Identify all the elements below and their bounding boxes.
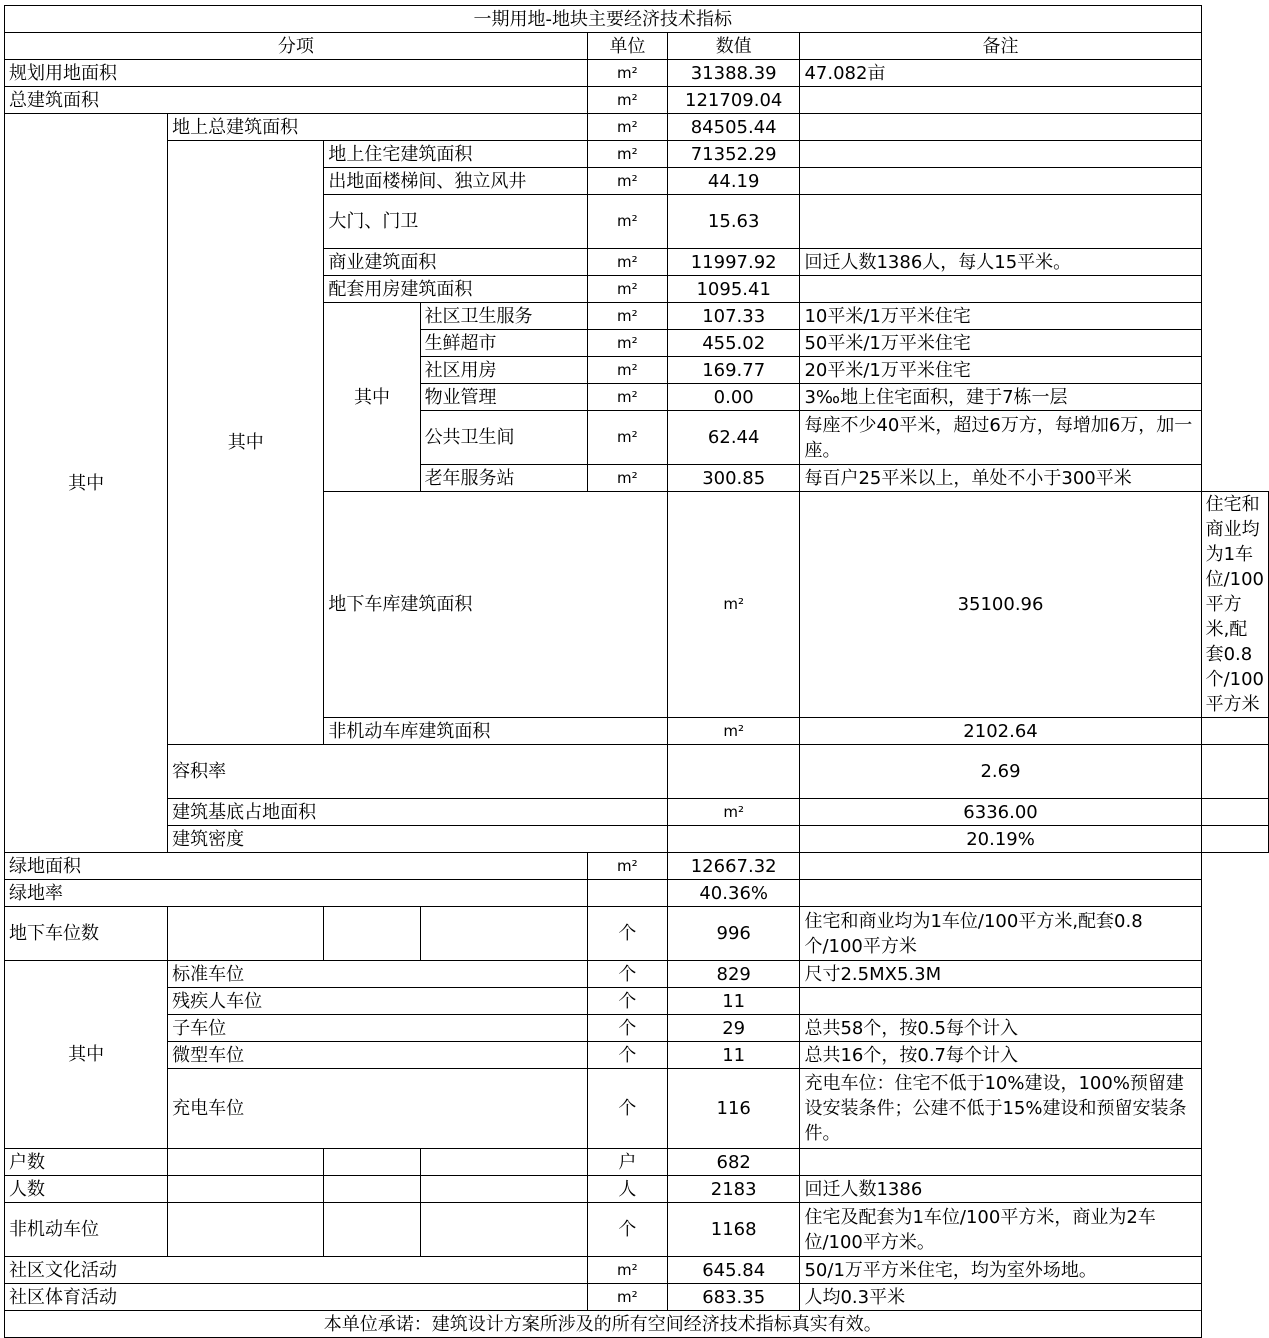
value-cell: 1168: [667, 1203, 800, 1257]
row-label: 绿地率: [5, 880, 588, 907]
row-label: 商业建筑面积: [324, 249, 587, 276]
note-cell: [800, 114, 1201, 141]
unit-cell: 个: [587, 1042, 667, 1069]
unit-cell: m²: [587, 195, 667, 249]
value-cell: 1095.41: [667, 276, 800, 303]
value-cell: 84505.44: [667, 114, 800, 141]
header-item: 分项: [5, 33, 588, 60]
note-cell: 50平米/1万平米住宅: [800, 330, 1201, 357]
unit-cell: m²: [587, 168, 667, 195]
note-cell: 回迁人数1386人，每人15平米。: [800, 249, 1201, 276]
value-cell: 11: [667, 1042, 800, 1069]
row-label: 总建筑面积: [5, 87, 588, 114]
footer-row: [5, 1311, 1269, 1338]
value-cell: 11: [667, 988, 800, 1015]
table-row: [5, 87, 1269, 114]
empty-cell: [324, 1203, 420, 1257]
unit-cell: m²: [587, 249, 667, 276]
unit-cell: m²: [667, 718, 800, 745]
empty-cell: [168, 1176, 324, 1203]
table-row: [5, 1069, 1269, 1149]
group-label-support: 其中: [324, 303, 420, 492]
value-cell: 996: [667, 907, 800, 961]
row-label: 社区文化活动: [5, 1257, 588, 1284]
note-cell: [1201, 799, 1268, 826]
unit-cell: m²: [667, 492, 800, 718]
table-title: 一期用地-地块主要经济技术指标: [5, 6, 1202, 33]
value-cell: 62.44: [667, 411, 800, 465]
empty-cell: [324, 907, 420, 961]
row-label: 户数: [5, 1149, 168, 1176]
note-cell: 50/1万平方米住宅，均为室外场地。: [800, 1257, 1201, 1284]
row-label: 物业管理: [420, 384, 587, 411]
table-row: [5, 745, 1269, 799]
unit-cell: m²: [587, 1257, 667, 1284]
row-label: 充电车位: [168, 1069, 588, 1149]
value-cell: 455.02: [667, 330, 800, 357]
row-label: 地下车位数: [5, 907, 168, 961]
note-cell: 47.082亩: [800, 60, 1201, 87]
value-cell: 29: [667, 1015, 800, 1042]
row-label: 规划用地面积: [5, 60, 588, 87]
unit-cell: m²: [587, 114, 667, 141]
value-cell: 6336.00: [800, 799, 1201, 826]
empty-cell: [168, 907, 324, 961]
table-row: [5, 1284, 1269, 1311]
value-cell: 829: [667, 961, 800, 988]
group-label-parking: 其中: [5, 961, 168, 1149]
table-row: [5, 961, 1269, 988]
group-label-above: 其中: [168, 141, 324, 745]
unit-cell: [667, 826, 800, 853]
table-row: [5, 1149, 1269, 1176]
row-label: 建筑密度: [168, 826, 668, 853]
note-cell: 每百户25平米以上，单处不小于300平米: [800, 465, 1201, 492]
note-cell: 总共58个，按0.5每个计入: [800, 1015, 1201, 1042]
title-row: [5, 6, 1269, 33]
unit-cell: 个: [587, 1015, 667, 1042]
indicator-table: [4, 5, 1269, 1338]
table-row: [5, 799, 1269, 826]
value-cell: 107.33: [667, 303, 800, 330]
table-row: [5, 141, 1269, 168]
note-cell: [1201, 745, 1268, 799]
unit-cell: 户: [587, 1149, 667, 1176]
note-cell: 每座不少40平米，超过6万方，每增加6万，加一座。: [800, 411, 1201, 465]
note-cell: [800, 880, 1201, 907]
table-row: [5, 826, 1269, 853]
value-cell: 683.35: [667, 1284, 800, 1311]
table-row: [5, 907, 1269, 961]
unit-cell: m²: [587, 411, 667, 465]
unit-cell: 个: [587, 988, 667, 1015]
row-label: 地下车库建筑面积: [324, 492, 668, 718]
note-cell: 尺寸2.5MX5.3M: [800, 961, 1201, 988]
row-label: 标准车位: [168, 961, 588, 988]
table-row: [5, 988, 1269, 1015]
table-row: [5, 60, 1269, 87]
empty-cell: [420, 907, 587, 961]
note-cell: 住宅和商业均为1车位/100平方米,配套0.8个/100平方米: [1201, 492, 1268, 718]
row-label: 社区体育活动: [5, 1284, 588, 1311]
unit-cell: m²: [587, 60, 667, 87]
note-cell: [800, 276, 1201, 303]
value-cell: 645.84: [667, 1257, 800, 1284]
value-cell: 0.00: [667, 384, 800, 411]
note-cell: 住宅及配套为1车位/100平方米，商业为2车位/100平方米。: [800, 1203, 1201, 1257]
value-cell: 71352.29: [667, 141, 800, 168]
unit-cell: 个: [587, 1069, 667, 1149]
value-cell: 44.19: [667, 168, 800, 195]
unit-cell: m²: [667, 799, 800, 826]
unit-cell: 个: [587, 1203, 667, 1257]
empty-cell: [420, 1203, 587, 1257]
note-cell: [800, 988, 1201, 1015]
row-label: 人数: [5, 1176, 168, 1203]
value-cell: 2102.64: [800, 718, 1201, 745]
unit-cell: m²: [587, 303, 667, 330]
footer-statement: 本单位承诺：建筑设计方案所涉及的所有空间经济技术指标真实有效。: [5, 1311, 1202, 1338]
unit-cell: m²: [587, 330, 667, 357]
value-cell: 40.36%: [667, 880, 800, 907]
unit-cell: m²: [587, 141, 667, 168]
header-value: 数值: [667, 33, 800, 60]
row-label: 残疾人车位: [168, 988, 588, 1015]
header-unit: 单位: [587, 33, 667, 60]
table-row: [5, 853, 1269, 880]
unit-cell: [667, 745, 800, 799]
unit-cell: m²: [587, 87, 667, 114]
unit-cell: m²: [587, 1284, 667, 1311]
empty-cell: [168, 1149, 324, 1176]
note-cell: 回迁人数1386: [800, 1176, 1201, 1203]
note-cell: [1201, 826, 1268, 853]
value-cell: 121709.04: [667, 87, 800, 114]
unit-cell: 个: [587, 961, 667, 988]
row-label: 社区用房: [420, 357, 587, 384]
header-note: 备注: [800, 33, 1201, 60]
row-label: 配套用房建筑面积: [324, 276, 587, 303]
row-label: 微型车位: [168, 1042, 588, 1069]
unit-cell: m²: [587, 384, 667, 411]
table-row: [5, 1203, 1269, 1257]
unit-cell: 人: [587, 1176, 667, 1203]
value-cell: 682: [667, 1149, 800, 1176]
table-row: [5, 880, 1269, 907]
row-label: 老年服务站: [420, 465, 587, 492]
unit-cell: m²: [587, 357, 667, 384]
row-label: 非机动车位: [5, 1203, 168, 1257]
value-cell: 116: [667, 1069, 800, 1149]
note-cell: 住宅和商业均为1车位/100平方米,配套0.8个/100平方米: [800, 907, 1201, 961]
table-row: [5, 1257, 1269, 1284]
unit-cell: m²: [587, 853, 667, 880]
note-cell: 10平米/1万平米住宅: [800, 303, 1201, 330]
row-label: 地上住宅建筑面积: [324, 141, 587, 168]
note-cell: [1201, 718, 1268, 745]
value-cell: 169.77: [667, 357, 800, 384]
value-cell: 2.69: [800, 745, 1201, 799]
row-label: 建筑基底占地面积: [168, 799, 668, 826]
value-cell: 20.19%: [800, 826, 1201, 853]
row-label: 非机动车库建筑面积: [324, 718, 668, 745]
table-row: [5, 114, 1269, 141]
row-label: 绿地面积: [5, 853, 588, 880]
value-cell: 300.85: [667, 465, 800, 492]
note-cell: 总共16个，按0.7每个计入: [800, 1042, 1201, 1069]
note-cell: [800, 195, 1201, 249]
note-cell: [800, 87, 1201, 114]
table-row: [5, 1176, 1269, 1203]
unit-cell: m²: [587, 465, 667, 492]
row-label: 生鲜超市: [420, 330, 587, 357]
empty-cell: [168, 1203, 324, 1257]
unit-cell: m²: [587, 276, 667, 303]
table-row: [5, 1042, 1269, 1069]
value-cell: 31388.39: [667, 60, 800, 87]
value-cell: 35100.96: [800, 492, 1201, 718]
value-cell: 11997.92: [667, 249, 800, 276]
row-label: 子车位: [168, 1015, 588, 1042]
note-cell: [800, 168, 1201, 195]
row-label: 社区卫生服务: [420, 303, 587, 330]
note-cell: 充电车位：住宅不低于10%建设，100%预留建设安装条件；公建不低于15%建设和预留安装条件。: [800, 1069, 1201, 1149]
row-label: 容积率: [168, 745, 668, 799]
value-cell: 15.63: [667, 195, 800, 249]
note-cell: [800, 141, 1201, 168]
value-cell: 2183: [667, 1176, 800, 1203]
note-cell: 20平米/1万平米住宅: [800, 357, 1201, 384]
unit-cell: 个: [587, 907, 667, 961]
group-label-area: 其中: [5, 114, 168, 853]
note-cell: [800, 1149, 1201, 1176]
empty-cell: [324, 1176, 420, 1203]
row-label: 大门、门卫: [324, 195, 587, 249]
table-row: [5, 1015, 1269, 1042]
empty-cell: [324, 1149, 420, 1176]
note-cell: 人均0.3平米: [800, 1284, 1201, 1311]
empty-cell: [420, 1176, 587, 1203]
row-label: 地上总建筑面积: [168, 114, 588, 141]
unit-cell: [587, 880, 667, 907]
empty-cell: [420, 1149, 587, 1176]
header-row: [5, 33, 1269, 60]
row-label: 出地面楼梯间、独立风井: [324, 168, 587, 195]
value-cell: 12667.32: [667, 853, 800, 880]
note-cell: 3‰地上住宅面积，建于7栋一层: [800, 384, 1201, 411]
row-label: 公共卫生间: [420, 411, 587, 465]
note-cell: [800, 853, 1201, 880]
